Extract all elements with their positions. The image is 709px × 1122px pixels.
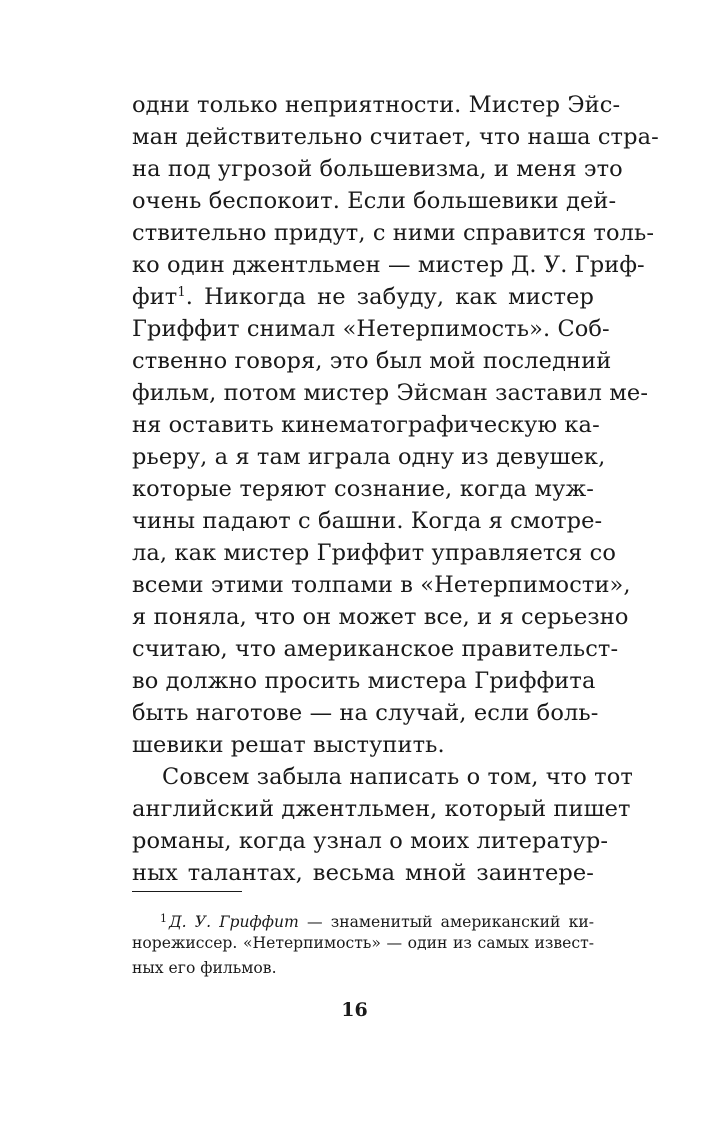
- body-line: ствительно придут, с ними справится толь-: [132, 220, 655, 246]
- body-line-start: фит: [132, 284, 178, 310]
- body-line: Совсем забыла написать о том, что тот: [162, 764, 633, 790]
- body-line: Гриффит снимал «Нетерпимость». Соб-: [132, 316, 610, 342]
- body-line: шевики решат выступить.: [132, 732, 445, 758]
- footnote-line: [132, 906, 594, 931]
- footnote-divider: [132, 891, 242, 892]
- body-line: на под угрозой большевизма, и меня это: [132, 156, 623, 182]
- body-line: фильм, потом мистер Эйсман заставил ме-: [132, 380, 649, 406]
- body-line: чины падают с башни. Когда я смотре-: [132, 508, 603, 534]
- body-line: английский джентльмен, который пишет: [132, 796, 631, 822]
- body-line: я поняла, что он может все, и я серьезно: [132, 604, 629, 630]
- body-line: быть наготове — на случай, если боль-: [132, 700, 599, 726]
- footnote-reference: 1: [177, 285, 186, 300]
- body-line-rest: . Никогда не забуду, как мистер: [185, 284, 594, 310]
- footnote-line: норежиссер. «Нетерпимость» — один из самых извест-: [132, 934, 594, 952]
- footnote-name: Д. У. Гриффит: [169, 913, 299, 931]
- footnote-text: — знаменитый американский ки-: [298, 913, 594, 931]
- body-line: ко один джентльмен — мистер Д. У. Гриф-: [132, 252, 645, 278]
- footnote-mark: 1: [160, 912, 167, 925]
- body-line: романы, когда узнал о моих литератур-: [132, 828, 609, 854]
- body-line: ных талантах, весьма мной заинтере-: [132, 860, 594, 886]
- body-line: ня оставить кинематографическую ка-: [132, 412, 600, 438]
- body-line: ла, как мистер Гриффит управляется со: [132, 540, 616, 566]
- body-line: считаю, что американское правительст-: [132, 636, 619, 662]
- body-line: [132, 281, 594, 313]
- body-line: одни только неприятности. Мистер Эйс-: [132, 92, 621, 118]
- body-line: ственно говоря, это был мой последний: [132, 348, 612, 374]
- body-line: очень беспокоит. Если большевики дей-: [132, 188, 617, 214]
- body-line: ман действительно считает, что наша стра-: [132, 124, 659, 150]
- body-line: рьеру, а я там играла одну из девушек,: [132, 444, 606, 470]
- body-line: во должно просить мистера Гриффита: [132, 668, 596, 694]
- body-line: которые теряют сознание, когда муж-: [132, 476, 594, 502]
- body-line: всеми этими толпами в «Нетерпимости»,: [132, 572, 631, 598]
- page-number: 16: [341, 999, 368, 1021]
- footnote-line: ных его фильмов.: [132, 959, 277, 977]
